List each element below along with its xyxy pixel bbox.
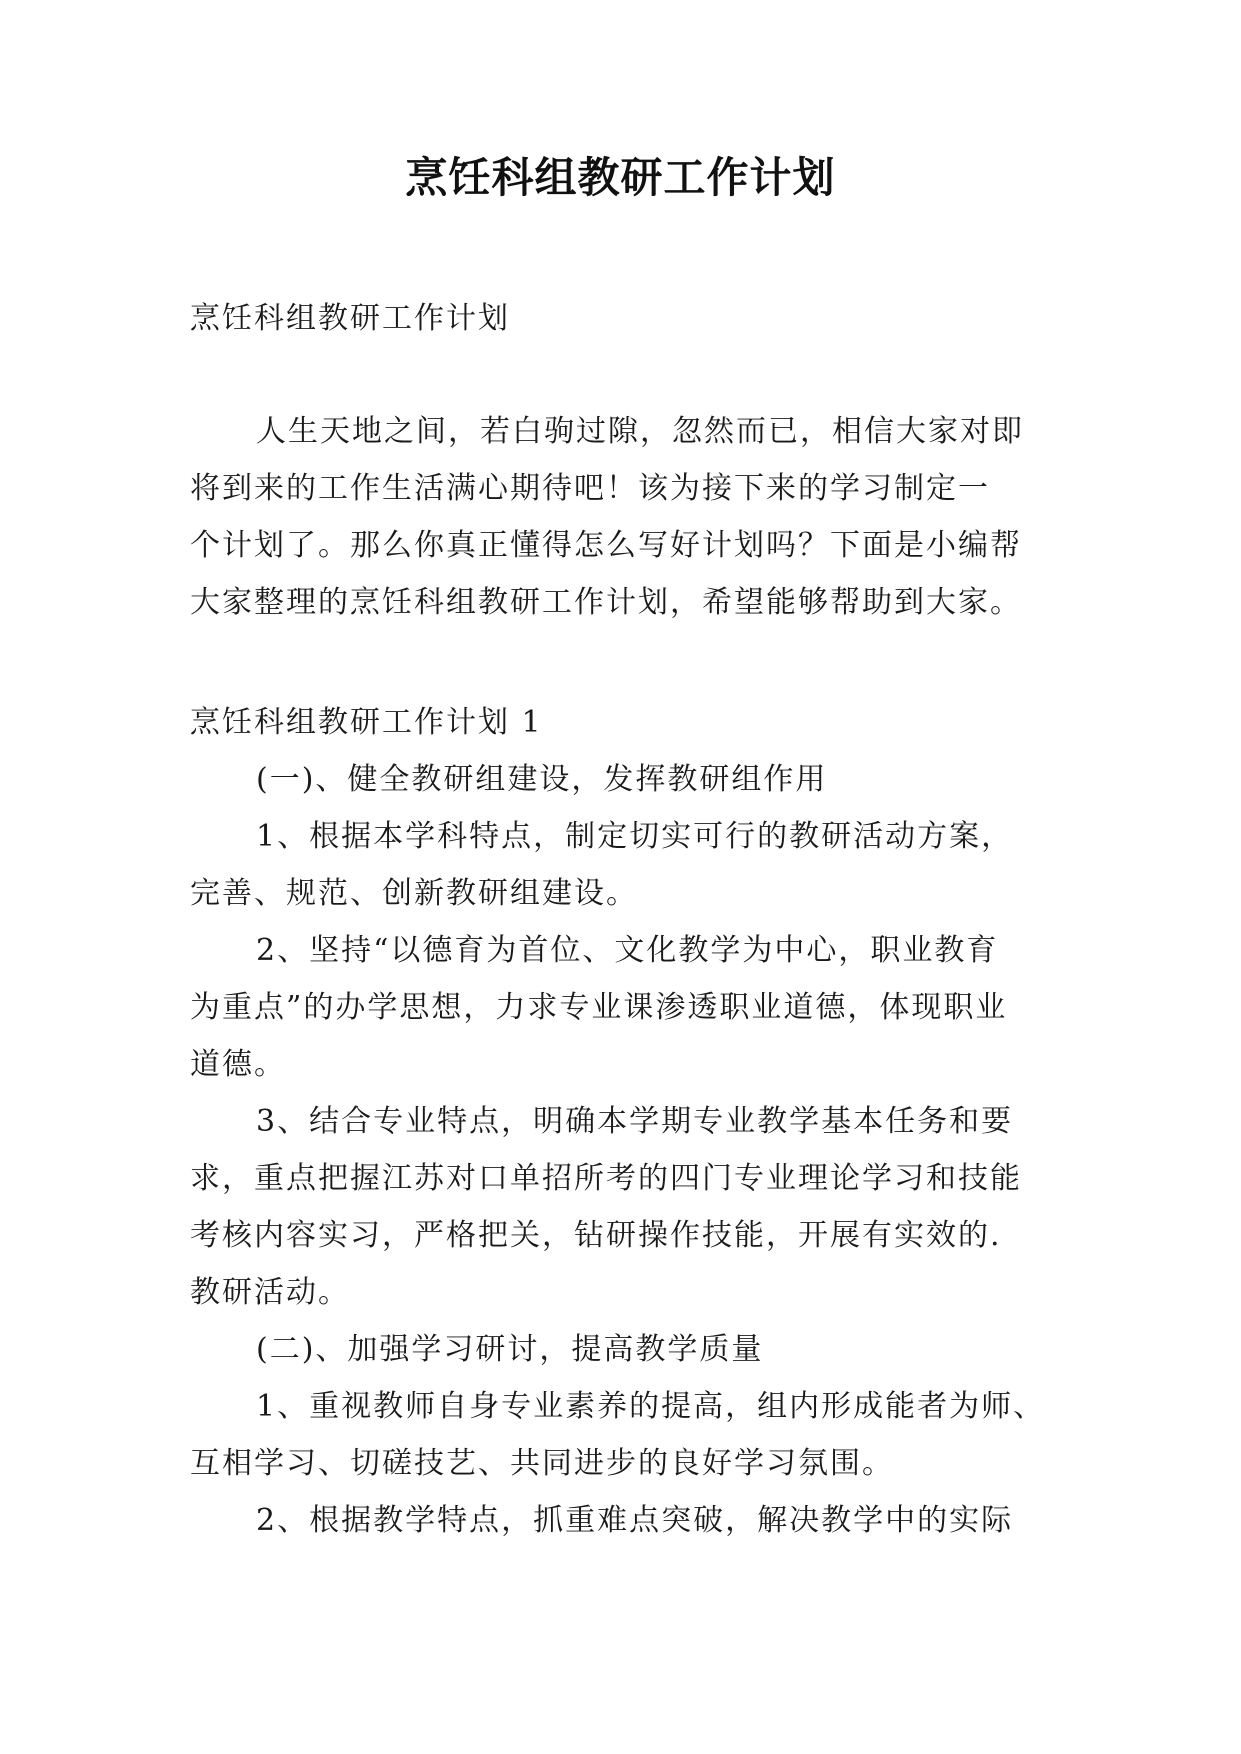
paragraph-line: 1、重视教师自身专业素养的提高，组内形成能者为师、	[256, 1389, 1046, 1424]
intro-line: 将到来的工作生活满心期待吧！该为接下来的学习制定一	[190, 471, 990, 506]
paragraph-line: 求，重点把握江苏对口单招所考的四门专业理论学习和技能	[190, 1161, 1022, 1196]
subtitle-block	[190, 290, 1050, 347]
paragraph-line: 2、坚持“以德育为首位、文化教学为中心，职业教育	[256, 933, 999, 968]
document-title: 烹饪科组教研工作计划	[405, 153, 836, 202]
paragraph-line: 2、根据教学特点，抓重难点突破，解决教学中的实际	[256, 1503, 1014, 1538]
paragraph-line: 考核内容实习，严格把关，钻研操作技能，开展有实效的.	[190, 1218, 1002, 1253]
intro-line: 人生天地之间，若白驹过隙，忽然而已，相信大家对即	[256, 414, 1024, 449]
subsection-heading: (二)、加强学习研讨，提高教学质量	[256, 1332, 764, 1367]
section-heading: 烹饪科组教研工作计划 1	[190, 705, 543, 740]
paragraph-line: 完善、规范、创新教研组建设。	[190, 876, 638, 911]
paragraph-line: 1、根据本学科特点，制定切实可行的教研活动方案，	[256, 819, 1014, 854]
paragraph-line: 3、结合专业特点，明确本学期专业教学基本任务和要	[256, 1104, 1014, 1139]
intro-line: 个计划了。那么你真正懂得怎么写好计划吗？下面是小编帮	[190, 528, 1022, 563]
paragraph-line: 互相学习、切磋技艺、共同进步的良好学习氛围。	[190, 1446, 894, 1481]
paragraph-line: 教研活动。	[190, 1275, 350, 1310]
intro-line: 大家整理的烹饪科组教研工作计划，希望能够帮助到大家。	[190, 585, 1022, 620]
document-subtitle: 烹饪科组教研工作计划	[190, 301, 510, 336]
paragraph-line: 道德。	[190, 1047, 286, 1082]
subsection-heading: (一)、健全教研组建设，发挥教研组作用	[256, 762, 828, 797]
intro-paragraph	[190, 403, 1050, 631]
paragraph-line: 为重点”的办学思想，力求专业课渗透职业道德，体现职业	[190, 990, 1008, 1025]
plan-section	[190, 694, 1050, 1549]
